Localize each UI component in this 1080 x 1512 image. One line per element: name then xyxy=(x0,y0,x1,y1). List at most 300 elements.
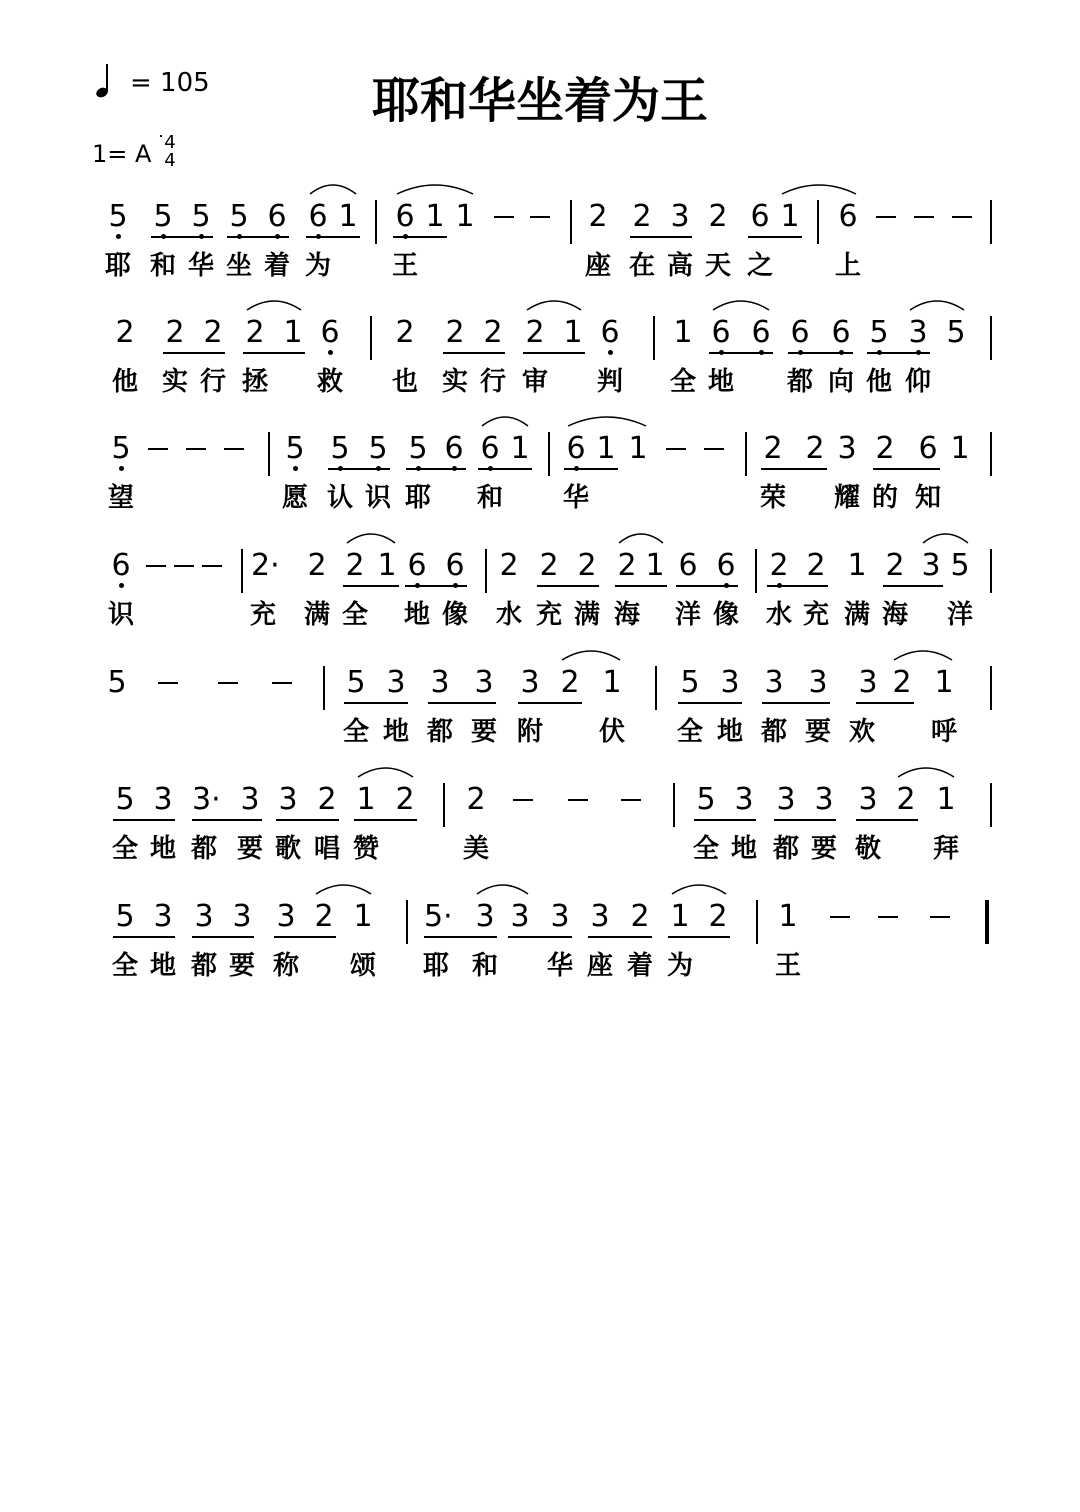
note: 2 xyxy=(203,315,223,350)
note: 2 xyxy=(708,199,728,234)
beam-underline xyxy=(428,702,496,704)
lyric-char: 要 xyxy=(228,951,255,981)
slur xyxy=(397,185,473,194)
note: 3 xyxy=(837,431,857,466)
sustain-dash xyxy=(174,565,194,567)
beam-underline xyxy=(113,819,175,821)
lyric-char: 认 xyxy=(326,483,353,513)
lyric-char: 识 xyxy=(364,483,391,513)
barline xyxy=(323,666,325,710)
note: 3 xyxy=(764,665,784,700)
sustain-dash xyxy=(146,565,166,567)
barline xyxy=(990,316,992,360)
beam-underline xyxy=(306,236,360,238)
lyric-char: 敬 xyxy=(854,834,881,864)
note: 5 xyxy=(869,315,889,350)
lyric-char: 耀 xyxy=(833,483,860,513)
sustain-dash xyxy=(830,916,850,918)
note: 2 xyxy=(630,899,650,934)
note: 3 xyxy=(776,782,796,817)
lyric-char: 华 xyxy=(546,951,573,981)
note: 1 xyxy=(425,199,445,234)
barline xyxy=(673,783,675,827)
lyric-char: 都 xyxy=(772,834,799,864)
barline xyxy=(653,316,655,360)
barline xyxy=(755,549,757,593)
beam-underline xyxy=(443,352,505,354)
lyric-char: 洋 xyxy=(946,600,973,630)
sustain-dash xyxy=(704,448,724,450)
lyric-char: 他 xyxy=(111,367,138,397)
note: 2 xyxy=(245,315,265,350)
lyric-char: 也 xyxy=(391,367,418,397)
sustain-dash xyxy=(878,916,898,918)
lyric-char: 华 xyxy=(562,483,589,513)
lyric-char: 望 xyxy=(107,483,134,513)
note: 6 xyxy=(838,199,858,234)
note: 1 xyxy=(778,899,798,934)
note: 1 xyxy=(936,782,956,817)
barline xyxy=(817,200,819,244)
barline xyxy=(756,900,758,944)
barline xyxy=(241,549,243,593)
beam-underline xyxy=(694,819,756,821)
note: 2 xyxy=(892,665,912,700)
beam-underline xyxy=(564,468,618,470)
lyric-char: 拜 xyxy=(932,834,959,864)
beam-underline xyxy=(344,702,408,704)
lyric-char: 颂 xyxy=(349,951,376,981)
note: 5 xyxy=(108,199,128,234)
note: 3 xyxy=(814,782,834,817)
sustain-dash xyxy=(202,565,222,567)
note: 1 xyxy=(628,431,648,466)
note: 2 xyxy=(395,782,415,817)
note: 5 xyxy=(285,431,305,466)
beam-underline xyxy=(867,352,930,354)
note: 3 xyxy=(153,782,173,817)
barline xyxy=(375,200,377,244)
lyric-char: 他 xyxy=(865,367,892,397)
slur xyxy=(672,885,726,894)
slur xyxy=(347,534,395,543)
lyric-char: 都 xyxy=(760,717,787,747)
slur xyxy=(619,534,663,543)
lyric-char: 都 xyxy=(426,717,453,747)
note: 5 xyxy=(946,315,966,350)
sustain-dash xyxy=(666,448,686,450)
lyric-char: 判 xyxy=(596,367,623,397)
slur xyxy=(477,885,528,894)
beam-underline xyxy=(478,468,532,470)
note: 3 xyxy=(232,899,252,934)
lyric-char: 附 xyxy=(516,717,543,747)
barline xyxy=(990,549,992,593)
note: 3 xyxy=(510,899,530,934)
lyric-char: 充 xyxy=(802,600,829,630)
beam-underline xyxy=(518,702,582,704)
note: 6 xyxy=(678,548,698,583)
time-signature-top: 4 xyxy=(164,132,176,153)
lyric-char: 和 xyxy=(471,951,498,981)
note: 2 xyxy=(617,548,637,583)
barline xyxy=(485,549,487,593)
note: 6 xyxy=(600,315,620,350)
beam-underline xyxy=(856,702,914,704)
lyric-char: 拯 xyxy=(241,367,268,397)
sustain-dash xyxy=(914,216,934,218)
note: 6 xyxy=(308,199,328,234)
note: 3 xyxy=(430,665,450,700)
note: 3· xyxy=(192,782,221,817)
note: 5 xyxy=(153,199,173,234)
beam-underline xyxy=(406,468,466,470)
note: 5· xyxy=(424,899,453,934)
note: 5 xyxy=(696,782,716,817)
lyric-char: 海 xyxy=(881,600,908,630)
beam-underline xyxy=(761,468,827,470)
beam-underline xyxy=(856,819,918,821)
note: 6 xyxy=(395,199,415,234)
slur xyxy=(923,534,968,543)
lyric-char: 全 xyxy=(341,600,368,630)
note: 6 xyxy=(750,199,770,234)
lyric-char: 审 xyxy=(521,367,548,397)
note: 3 xyxy=(670,199,690,234)
beam-underline xyxy=(227,236,289,238)
lyric-char: 荣 xyxy=(759,483,786,513)
note: 1 xyxy=(950,431,970,466)
barline xyxy=(745,432,747,476)
lyric-char: 着 xyxy=(263,251,290,281)
barline xyxy=(370,316,372,360)
note: 3 xyxy=(720,665,740,700)
beam-underline xyxy=(243,352,305,354)
lyric-char: 行 xyxy=(479,367,506,397)
lyric-char: 实 xyxy=(441,367,468,397)
note: 2 xyxy=(885,548,905,583)
sustain-dash xyxy=(494,216,514,218)
beam-underline xyxy=(343,585,399,587)
note: 5 xyxy=(346,665,366,700)
barline xyxy=(443,783,445,827)
slur xyxy=(894,651,952,660)
beam-underline xyxy=(192,819,262,821)
note: 2 xyxy=(769,548,789,583)
note: 2 xyxy=(708,899,728,934)
sustain-dash xyxy=(158,682,178,684)
note: 1 xyxy=(847,548,867,583)
note: 2 xyxy=(805,431,825,466)
lyric-char: 要 xyxy=(810,834,837,864)
lyric-char: 愿 xyxy=(281,483,308,513)
lyric-char: 行 xyxy=(199,367,226,397)
note: 3 xyxy=(520,665,540,700)
slur xyxy=(568,417,646,426)
beam-underline xyxy=(748,236,802,238)
note: 2 xyxy=(896,782,916,817)
note: 1 xyxy=(356,782,376,817)
lyric-char: 全 xyxy=(692,834,719,864)
note: 5 xyxy=(950,548,970,583)
note: 3 xyxy=(475,899,495,934)
beam-underline xyxy=(676,585,738,587)
note: 6 xyxy=(790,315,810,350)
note: 5 xyxy=(115,899,135,934)
note: 5 xyxy=(111,431,131,466)
sustain-dash xyxy=(530,216,550,218)
lyric-char: 在 xyxy=(628,251,655,281)
final-barline xyxy=(985,900,989,944)
low-octave-dot xyxy=(119,466,124,471)
beam-underline xyxy=(328,468,390,470)
lyric-char: 要 xyxy=(804,717,831,747)
note: 5 xyxy=(107,665,127,700)
note: 6 xyxy=(716,548,736,583)
note: 2 xyxy=(115,315,135,350)
note: 2 xyxy=(763,431,783,466)
lyric-char: 地 xyxy=(403,600,430,630)
slur xyxy=(527,301,581,310)
lyric-char: 上 xyxy=(834,251,861,281)
barline xyxy=(406,900,408,944)
barline xyxy=(990,200,992,244)
lyric-char: 为 xyxy=(666,951,693,981)
slur xyxy=(713,301,769,310)
note: 3 xyxy=(278,782,298,817)
note: 2 xyxy=(806,548,826,583)
note: 3 xyxy=(808,665,828,700)
lyric-char: 地 xyxy=(707,367,734,397)
lyric-char: 耶 xyxy=(404,483,431,513)
beam-underline xyxy=(393,236,447,238)
note: 3 xyxy=(276,899,296,934)
note: 2 xyxy=(466,782,486,817)
note: 1 xyxy=(338,199,358,234)
note: 6 xyxy=(445,548,465,583)
lyric-char: 坐 xyxy=(225,251,252,281)
note: 2 xyxy=(875,431,895,466)
barline xyxy=(990,783,992,827)
lyric-char: 高 xyxy=(666,251,693,281)
lyric-char: 伏 xyxy=(598,717,625,747)
beam-underline xyxy=(151,236,213,238)
lyric-char: 救 xyxy=(316,367,343,397)
time-signature-bottom: 4 xyxy=(164,150,176,171)
beam-underline xyxy=(630,236,692,238)
lyric-char: 座 xyxy=(586,951,613,981)
lyric-char: 地 xyxy=(730,834,757,864)
lyric-char: 水 xyxy=(765,600,792,630)
lyric-char: 要 xyxy=(470,717,497,747)
slur xyxy=(316,885,371,894)
sustain-dash xyxy=(952,216,972,218)
beam-underline xyxy=(424,936,497,938)
note: 2 xyxy=(588,199,608,234)
lyric-char: 像 xyxy=(712,600,739,630)
beam-underline xyxy=(276,819,339,821)
lyric-char: 充 xyxy=(535,600,562,630)
barline xyxy=(990,432,992,476)
key-signature: 1= A xyxy=(92,140,152,168)
beam-underline xyxy=(588,936,652,938)
lyric-char: 地 xyxy=(382,717,409,747)
note: 3 xyxy=(386,665,406,700)
lyric-char: 华 xyxy=(187,251,214,281)
note: 2 xyxy=(395,315,415,350)
barline xyxy=(570,200,572,244)
note: 3 xyxy=(194,899,214,934)
beam-underline xyxy=(668,936,730,938)
beam-underline xyxy=(774,819,836,821)
lyric-char: 洋 xyxy=(674,600,701,630)
note: 5 xyxy=(368,431,388,466)
beam-underline xyxy=(709,352,773,354)
lyric-char: 耶 xyxy=(422,951,449,981)
note: 1 xyxy=(673,315,693,350)
note: 3 xyxy=(590,899,610,934)
note: 3 xyxy=(908,315,928,350)
lyric-char: 着 xyxy=(626,951,653,981)
lyric-char: 全 xyxy=(676,717,703,747)
lyric-char: 要 xyxy=(236,834,263,864)
lyric-char: 和 xyxy=(149,251,176,281)
page-title: 耶和华坐着为王 xyxy=(371,73,708,129)
note: 5 xyxy=(408,431,428,466)
beam-underline xyxy=(615,585,667,587)
beam-underline xyxy=(274,936,336,938)
note: 2 xyxy=(314,899,334,934)
note: 2 xyxy=(317,782,337,817)
lyric-char: 座 xyxy=(584,251,611,281)
lyric-char: 充 xyxy=(249,600,276,630)
note: 2 xyxy=(560,665,580,700)
note: 6 xyxy=(267,199,287,234)
sustain-dash xyxy=(186,448,206,450)
barline xyxy=(655,666,657,710)
note: 1 xyxy=(563,315,583,350)
lyric-char: 全 xyxy=(342,717,369,747)
lyric-char: 向 xyxy=(827,367,854,397)
lyric-char: 呼 xyxy=(930,717,957,747)
note: 6 xyxy=(831,315,851,350)
lyric-char: 满 xyxy=(573,600,600,630)
lyric-char: 和 xyxy=(476,483,503,513)
note: 5 xyxy=(191,199,211,234)
lyric-char: 满 xyxy=(303,600,330,630)
lyric-char: 识 xyxy=(107,600,134,630)
note: 6 xyxy=(320,315,340,350)
lyric-char: 地 xyxy=(149,951,176,981)
lyric-char: 的 xyxy=(871,483,898,513)
note: 3 xyxy=(240,782,260,817)
low-octave-dot xyxy=(608,350,613,355)
slur xyxy=(358,768,413,777)
barline xyxy=(548,432,550,476)
beam-underline xyxy=(762,702,830,704)
note: 1 xyxy=(645,548,665,583)
beam-underline xyxy=(767,585,828,587)
tempo-value: = 105 xyxy=(130,68,210,98)
note: 1 xyxy=(510,431,530,466)
low-octave-dot xyxy=(328,350,333,355)
note: 1 xyxy=(283,315,303,350)
note: 2 xyxy=(499,548,519,583)
note: 2· xyxy=(251,548,280,583)
sustain-dash xyxy=(224,448,244,450)
note: 3 xyxy=(858,665,878,700)
lyric-char: 全 xyxy=(669,367,696,397)
note: 3 xyxy=(734,782,754,817)
note: 3 xyxy=(921,548,941,583)
slur xyxy=(562,651,620,660)
lyric-char: 都 xyxy=(786,367,813,397)
lyric-char: 称 xyxy=(272,951,299,981)
note: 2 xyxy=(632,199,652,234)
beam-underline xyxy=(113,936,175,938)
lyric-char: 实 xyxy=(161,367,188,397)
note: 3 xyxy=(153,899,173,934)
note: 1 xyxy=(602,665,622,700)
note: 6 xyxy=(566,431,586,466)
beam-underline xyxy=(883,585,943,587)
lyric-char: 天 xyxy=(704,251,731,281)
lyric-char: 仰 xyxy=(904,367,931,397)
note: 5 xyxy=(330,431,350,466)
note: 6 xyxy=(751,315,771,350)
lyric-char: 都 xyxy=(190,834,217,864)
note: 3 xyxy=(474,665,494,700)
slur xyxy=(910,301,964,310)
barline xyxy=(990,666,992,710)
slur xyxy=(310,185,356,194)
note: 3 xyxy=(858,782,878,817)
slur xyxy=(482,417,528,426)
lyric-char: 之 xyxy=(746,251,773,281)
note: 2 xyxy=(483,315,503,350)
note: 6 xyxy=(111,548,131,583)
slur xyxy=(898,768,954,777)
low-octave-dot xyxy=(119,583,124,588)
lyric-char: 王 xyxy=(774,951,801,981)
barline xyxy=(268,432,270,476)
lyric-char: 地 xyxy=(716,717,743,747)
sustain-dash xyxy=(568,799,588,801)
note: 2 xyxy=(345,548,365,583)
note: 1 xyxy=(934,665,954,700)
beam-underline xyxy=(873,468,940,470)
sustain-dash xyxy=(218,682,238,684)
lyric-char: 赞 xyxy=(352,834,379,864)
note: 5 xyxy=(680,665,700,700)
beam-underline xyxy=(192,936,254,938)
note: 2 xyxy=(577,548,597,583)
lyric-char: 王 xyxy=(391,251,418,281)
note: 6 xyxy=(444,431,464,466)
lyric-char: 满 xyxy=(843,600,870,630)
low-octave-dot xyxy=(293,466,298,471)
note: 1 xyxy=(455,199,475,234)
note: 1 xyxy=(670,899,690,934)
lyric-char: 美 xyxy=(462,834,489,864)
beam-underline xyxy=(405,585,467,587)
lyric-char: 知 xyxy=(914,483,941,513)
slur xyxy=(782,185,856,194)
note: 6 xyxy=(711,315,731,350)
sustain-dash xyxy=(930,916,950,918)
beam-underline xyxy=(508,936,572,938)
sustain-dash xyxy=(876,216,896,218)
